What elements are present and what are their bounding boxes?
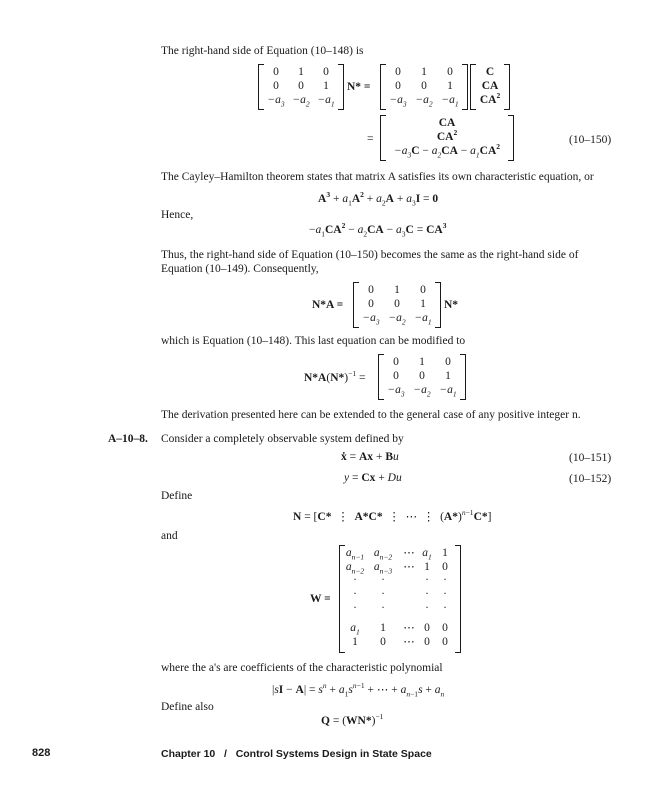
companion-matrix-3: 0 1 0 0 0 1 $-a_3$ $-a_2$ $-a_1$ xyxy=(353,282,441,328)
nstar-a-symbol: N*A = xyxy=(312,299,344,311)
q-definition: $Q = (WN*)^{-1}$ xyxy=(321,712,384,727)
eq-label-150: (10–150) xyxy=(569,134,612,146)
cayley-text: The Cayley–Hamilton theorem states that matrix A satisfies its own characteristic equation, or xyxy=(161,171,594,183)
eq-label-151: (10–151) xyxy=(569,452,612,464)
define-text: Define xyxy=(161,490,193,502)
cayley-equation: $A^3 + a_1A^2 + a_2A + a_3I = 0$ xyxy=(318,190,439,208)
where-text: where the a's are coefficients of the characteristic polynomial xyxy=(161,662,443,674)
page-number: 828 xyxy=(32,747,51,759)
n-star-right: N* xyxy=(444,299,459,311)
thus-text-2: Equation (10–149). Consequently, xyxy=(161,263,319,275)
n-star-symbol: N* = xyxy=(347,81,371,93)
hence-text: Hence, xyxy=(161,209,194,221)
thus-text-1: Thus, the right-hand side of Equation (10–150) becomes the same as the right-hand side of xyxy=(161,249,579,261)
derivation-text: The derivation presented here can be extended to the general case of any positive integer n. xyxy=(161,409,581,421)
nstar-inverse-symbol: $N*A(N*)^{-1}$ = xyxy=(304,369,366,384)
problem-number: A–10–8. xyxy=(108,433,148,445)
problem-text: Consider a completely observable system defined by xyxy=(161,433,404,445)
w-matrix: $a_{n-1}$ $a_{n-2}$ ⋯ $a_1$ 1 $a_{n-2}$ $a_{n-3}$ ⋯ 1 0 · · · · · · · · · · · · $a_1$ 1 ⋯ 0 0 1 0 ⋯ 0 0 xyxy=(339,545,461,653)
result-column: CA $CA^2$ $-a_3C - a_2CA - a_1CA^2$ xyxy=(380,115,514,161)
intro-text: The right-hand side of Equation (10–148) is xyxy=(161,45,364,57)
companion-matrix-2: 0 1 0 0 0 1 $-a_3$ $-a_2$ $-a_1$ xyxy=(380,64,468,110)
define-also-text: Define also xyxy=(161,701,214,713)
companion-matrix: 0 1 0 0 0 1 $-a_3$ $-a_2$ $-a_1$ xyxy=(258,64,344,110)
output-equation: y = Cx + Du xyxy=(344,472,402,484)
char-polynomial: $|sI - A| = s^n + a_1s^{n-1}$ + ⋯ + $a_{n-1}s + a_n$ xyxy=(272,681,445,699)
and-text: and xyxy=(161,530,178,542)
observability-column: C CA $CA^2$ xyxy=(470,64,510,110)
hence-equation: $-a_1CA^2 - a_2CA - a_3C = CA^3$ xyxy=(309,221,447,239)
companion-matrix-4: 0 1 0 0 0 1 $-a_3$ $-a_2$ $-a_1$ xyxy=(378,354,466,400)
state-equation: ẋ = Ax + Bu xyxy=(341,451,399,463)
n-definition: N = [C* ⋮ A*C* ⋮ ⋯ ⋮ $(A*)^{n-1}C*$] xyxy=(293,508,492,523)
w-symbol: W = xyxy=(310,593,331,605)
footer-chapter: Chapter 10 / Control Systems Design in State Space xyxy=(161,748,432,760)
which-text: which is Equation (10–148). This last equation can be modified to xyxy=(161,335,466,347)
equals-sign: = xyxy=(367,133,374,145)
eq-label-152: (10–152) xyxy=(569,473,612,485)
